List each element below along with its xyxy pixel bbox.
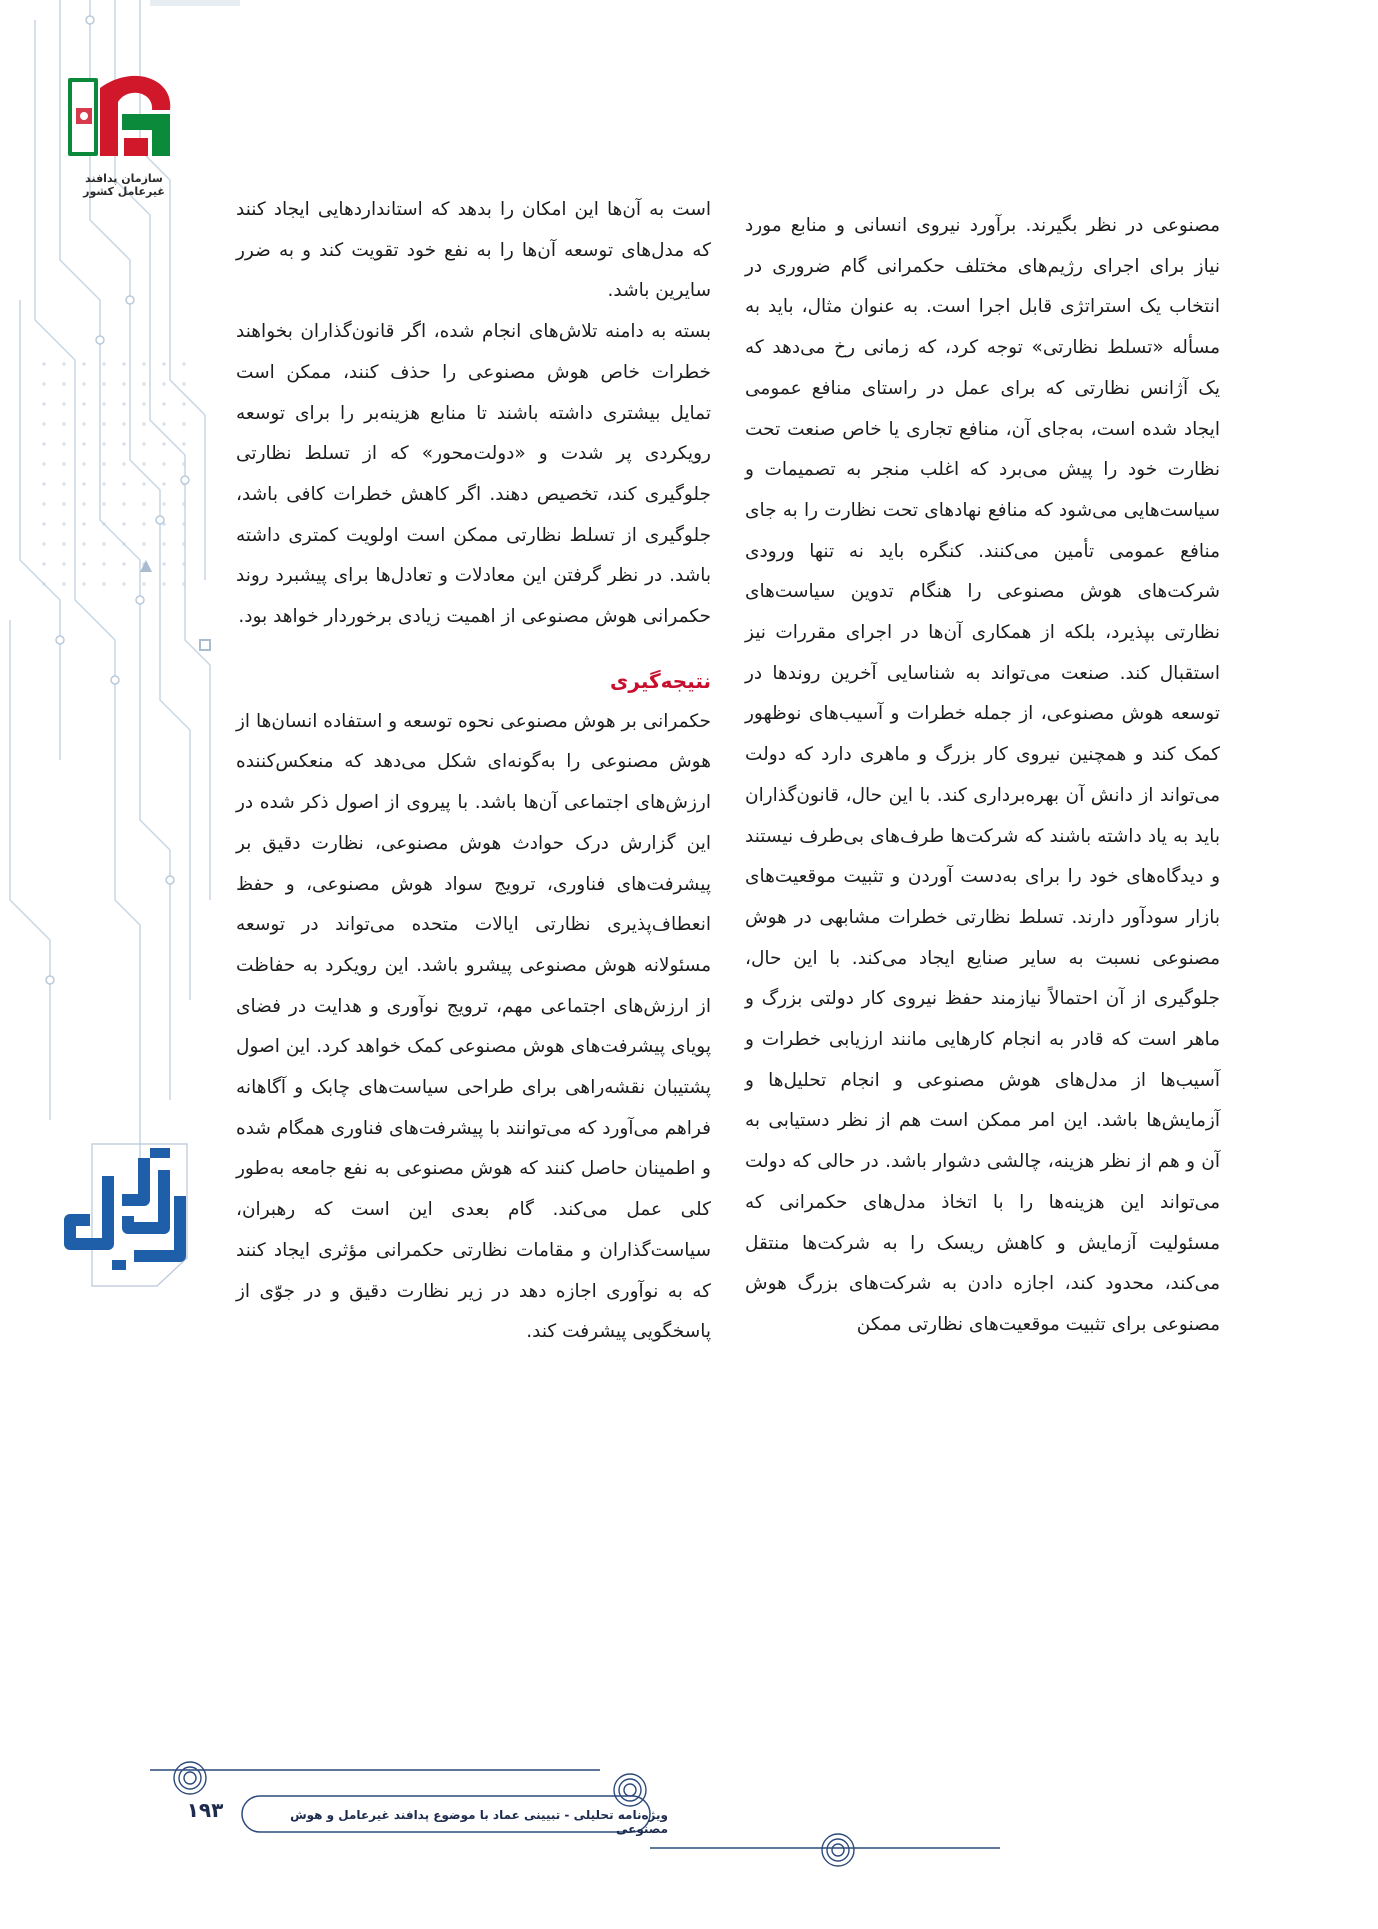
section-gap: [236, 638, 711, 660]
conclusion-paragraph: حکمرانی بر هوش مصنوعی نحوه توسعه و استفاده انسان‌ها از هوش مصنوعی را به‌گونه‌ای شکل می‌دهد که منعکس‌کننده ارزش‌های اجتماعی آن‌ها باشد. با پیروی از اصول ذکر شده در این گزارش درک حوادث هوش مصنوعی، نظارت دقیق بر پیشرفت‌های فناوری، ترویج سواد هوش مصنوعی، و حفظ انعطاف‌پذیری نظارتی ایالات متحده می‌تواند در توسعه مسئولانه هوش مصنوعی پیشرو باشد. این رویکرد به حفاظت از ارزش‌های اجتماعی مهم، ترویج نوآوری و هدایت در فضای پویای پیشرفت‌های هوش مصنوعی کمک خواهد کرد. این اصول پشتیبان نقشه‌راهی برای طراحی سیاست‌های چابک و آگاهانه فراهم می‌آورد که می‌توانند با پیشرفت‌های فناوری همگام شده و اطمینان حاصل کنند که هوش مصنوعی به نفع جامعه به‌طور کلی عمل می‌کند. گام بعدی این است که رهبران، سیاست‌گذاران و مقامات نظارتی حکمرانی مؤثری ایجاد کنند که به نوآوری اجازه دهد در زیر نظارت دقیق و در جوّی از پاسخگویی پیشرفت کند.: [236, 710, 711, 1343]
footer-title: ویژه‌نامه تحلیلی - تبیینی عماد با موضوع پدافند غیرعامل و هوش مصنوعی: [290, 1808, 668, 1836]
text-column-right: [745, 206, 1220, 1346]
conclusion-heading: نتیجه‌گیری: [610, 668, 711, 693]
text-column-left: [236, 190, 711, 1353]
body-paragraph: مصنوعی در نظر بگیرند. برآورد نیروی انسانی و منابع مورد نیاز برای اجرای رژیم‌های مختلف حکمرانی گام ضروری در انتخاب یک استراتژی قابل اجرا است. به عنوان مثال، باید به مسأله «تسلط نظارتی» توجه کرد، که زمانی رخ می‌دهد که یک آژانس نظارتی که برای عمل در راستای منافع عمومی ایجاد شده است، به‌جای آن، منافع تجاری یا خاص صنعت تحت نظارت خود را پیش می‌برد که اغلب منجر به تصمیمات و سیاست‌هایی می‌شود که منافع نهادهای تحت نظارت را به جای منافع عمومی تأمین می‌کنند. کنگره باید نه تنها ورودی شرکت‌های هوش مصنوعی را هنگام تدوین سیاست‌های نظارتی بپذیرد، بلکه از همکاری آن‌ها در اجرای مقررات نیز استقبال کند. صنعت می‌تواند به شناسایی آخرین روندها در توسعه هوش مصنوعی، از جمله خطرات و آسیب‌های نوظهور کمک کند و همچنین نیروی کار بزرگ و ماهری دارد که دولت می‌تواند از دانش آن بهره‌برداری کند. با این حال، قانون‌گذاران باید به یاد داشته باشند که شرکت‌ها طرف‌های بی‌طرف نیستند و دیدگاه‌های خود را برای به‌دست آوردن و تثبیت موقعیت‌های بازار سودآور دارند. تسلط نظارتی خطرات مشابهی در هوش مصنوعی نسبت به سایر صنایع ایجاد می‌کند. با این حال، جلوگیری از آن احتمالاً نیازمند حفظ نیروی کار دولتی بزرگ و ماهر است که قادر به انجام کارهایی مانند ارزیابی خطرات و آسیب‌ها از مدل‌های هوش مصنوعی و انجام تحلیل‌ها و آزمایش‌ها باشد. این امر ممکن است هم از نظر دستیابی به آن و هم از نظر هزینه، چالشی دشوار باشد. در حالی که دولت می‌تواند این هزینه‌ها را با اتخاذ مدل‌های حکمرانی که مسئولیت آزمایش و کاهش ریسک را به شرکت‌ها منتقل می‌کند، محدود کند، اجازه دادن به شرکت‌های بزرگ هوش مصنوعی برای تثبیت موقعیت‌های نظارتی ممکن: [745, 215, 1220, 1335]
organization-logo-icon: [62, 68, 182, 188]
organization-logo-caption: سازمان پدافند غیرعامل کشور: [83, 172, 165, 198]
emad-logo-icon: [62, 1140, 192, 1290]
body-paragraph: است به آن‌ها این امکان را بدهد که استانداردهایی ایجاد کنند که مدل‌های توسعه آن‌ها را به نفع خود تقویت کند و به ضرر سایرین باشد.: [236, 199, 711, 302]
body-paragraph: بسته به دامنه تلاش‌های انجام شده، اگر قانون‌گذاران بخواهند خطرات خاص هوش مصنوعی را حذف کنند، ممکن است تمایل بیشتری داشته باشند تا منابع هزینه‌بر را برای توسعه رویکردی پر شدت و «دولت‌محور» که از تسلط نظارتی جلوگیری کند، تخصیص دهند. اگر کاهش خطرات کافی باشد، جلوگیری از تسلط نظارتی ممکن است اولویت کمتری داشته باشد. در نظر گرفتن این معادلات و تعادل‌ها برای پیشبرد روند حکمرانی هوش مصنوعی از اهمیت زیادی برخوردار خواهد بود.: [236, 321, 711, 628]
page-number: ۱۹۳: [186, 1798, 224, 1822]
